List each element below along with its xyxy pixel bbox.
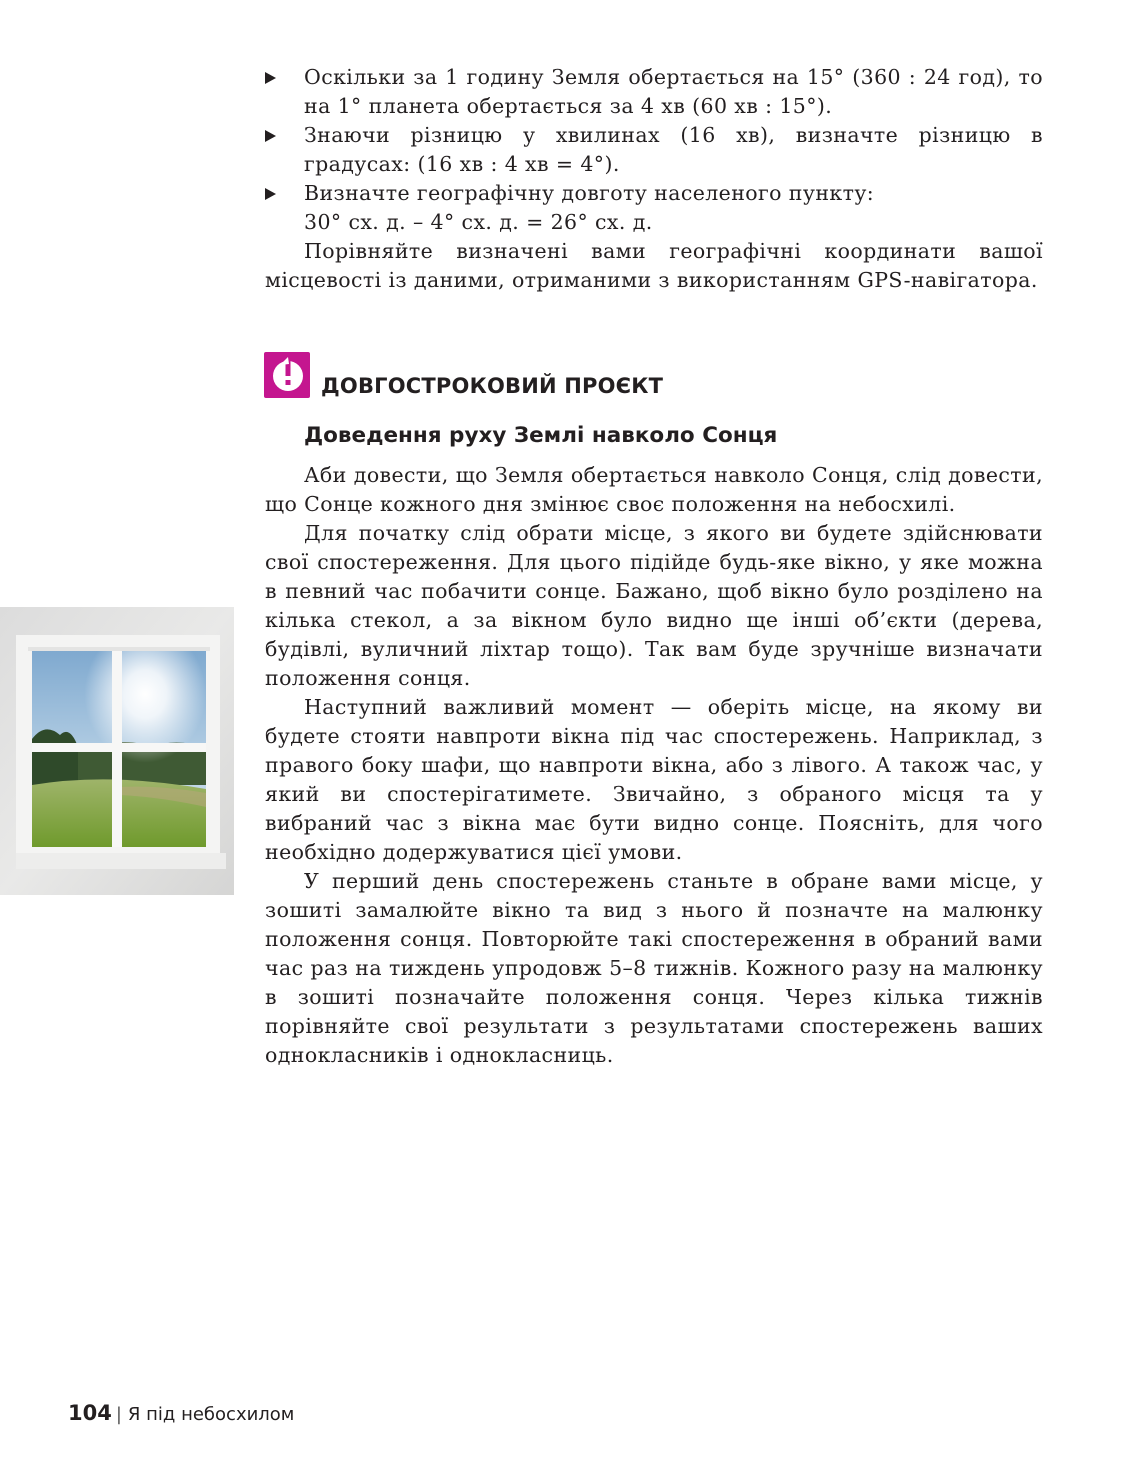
bullet-text: Визначте географічну довготу населеного пункту: bbox=[304, 181, 875, 205]
paragraph: Наступний важливий момент — оберіть місце, на якому ви будете стояти навпроти вікна під час спостережень. Наприклад, з правого боку шафи, що навпроти вікна, або з лівого. А також час, у який ви спостерігатимете. Звичайно, з обраного місця та у вибраний час з вікна має бути видно сонце. Поясніть, для чого необхідно додержуватися цієї умови. bbox=[265, 695, 1043, 864]
bullet-item-1 bbox=[265, 63, 1043, 121]
section-title: Я під небосхилом bbox=[127, 1404, 295, 1425]
bullet-triangle-icon bbox=[265, 130, 276, 142]
bullet-triangle-icon bbox=[265, 188, 276, 200]
bullet-triangle-icon bbox=[265, 72, 276, 84]
clock-exclamation-icon bbox=[264, 352, 310, 398]
window-photo bbox=[0, 607, 234, 895]
paragraph: Для початку слід обрати місце, з якого ви будете здійснювати свої спостереження. Для цього підійде будь-яке вікно, у яке можна в певний час побачити сонце. Бажано, щоб вікно було розділено на кілька стекол, а за вікном було видно ще інші об’єкти (дерева, будівлі, вуличний ліхтар тощо). Так вам буде зручніше визначати положення сонця. bbox=[265, 521, 1043, 690]
compare-paragraph: Порівняйте визначені вами географічні координати вашої місцевості із даними, отриманими з використанням GPS-навігатора. bbox=[265, 239, 1043, 292]
bullet-list bbox=[265, 63, 1043, 295]
page-number: 104 bbox=[68, 1401, 112, 1425]
bullet-formula: 30° сх. д. – 4° сх. д. = 26° сх. д. bbox=[304, 210, 653, 234]
bullet-item-2 bbox=[265, 121, 1043, 179]
bullet-item-3 bbox=[265, 179, 1043, 237]
paragraph: У перший день спостережень станьте в обране вами місце, у зошиті замалюйте вікно та вид з нього й позначте на малюнку положення сонця. Повторюйте такі спостереження в обраний вами час раз на тиждень упродовж 5–8 тижнів. Кожного разу на малюнку в зошиті позначайте положення сонця. Через кілька тижнів порівняйте свої результати з результатами спостережень ваших однокласників і однокласниць. bbox=[265, 869, 1043, 1067]
project-body bbox=[265, 461, 1043, 1070]
page-footer bbox=[68, 1401, 294, 1425]
bullet-text: Знаючи різницю у хвилинах (16 хв), визначте різницю в градусах: (16 хв : 4 хв = 4°). bbox=[304, 123, 1043, 176]
paragraph: Аби довести, що Земля обертається навколо Сонця, слід довести, що Сонце кожного дня змінює своє положення на небосхилі. bbox=[265, 463, 1043, 516]
project-title: ДОВГОСТРОКОВИЙ ПРОЄКТ bbox=[321, 374, 664, 398]
bullet-text: Оскільки за 1 годину Земля обертається на 15° (360 : 24 год), то на 1° планета обертається за 4 хв (60 хв : 15°). bbox=[304, 65, 1043, 118]
project-subtitle: Доведення руху Землі навколо Сонця bbox=[304, 423, 778, 448]
footer-separator: | bbox=[115, 1404, 122, 1425]
